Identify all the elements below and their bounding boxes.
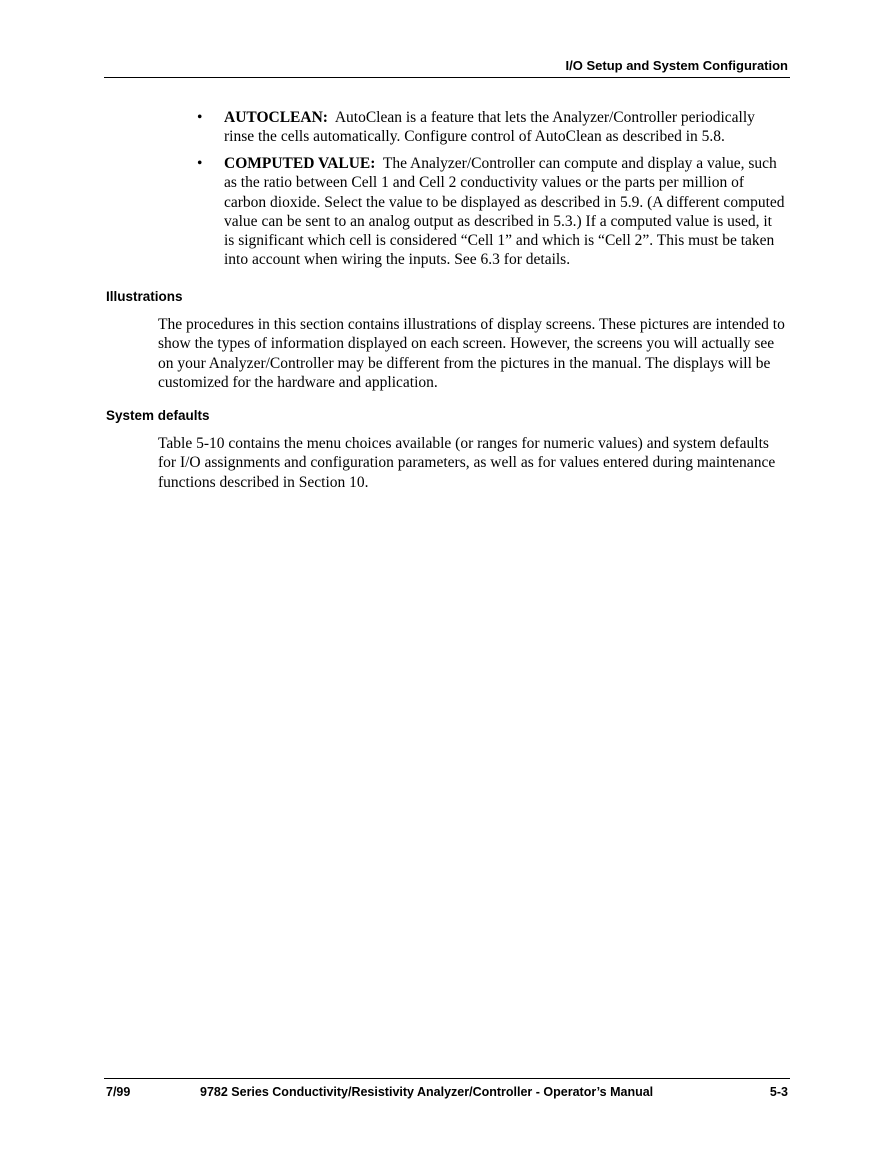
bullet-term: AUTOCLEAN: (224, 109, 328, 126)
section-body-system-defaults: Table 5-10 contains the menu choices available (or ranges for numeric values) and system defaults for I/O assignments and configuration parameters, as well as for values entered during maintenance functions described in Section 10. (158, 435, 776, 491)
bullet-term: COMPUTED VALUE: (224, 155, 376, 172)
footer-title: 9782 Series Conductivity/Resistivity Analyzer/Controller - Operator’s Manual (200, 1085, 654, 1099)
bullet-description: The Analyzer/Controller can compute and display a value, such as the ratio between Cell 1 and Cell 2 conductivity values or the parts per million of carbon dioxide. Select the value to be displayed as described in 5.9. (A different computed value can be sent to an analog output as described in 5.3.) If a computed value is used, it is significant which cell is considered “Cell 1” and which is “Cell 2”. This must be taken into account when wiring the inputs. See 6.3 for details. (224, 155, 785, 269)
bullet-description: AutoClean is a feature that lets the Analyzer/Controller periodically rinse the cells automatically. Configure control of AutoClean as described in 5.8. (224, 109, 755, 146)
page-footer (104, 1078, 790, 1103)
header-title: I/O Setup and System Configuration (565, 58, 788, 73)
bullet-icon: • (197, 109, 203, 126)
page-header (104, 57, 790, 78)
section-heading-illustrations: Illustrations (106, 289, 183, 304)
bullet-text (224, 154, 786, 270)
bullet-text (224, 108, 786, 147)
page-number: 5-3 (769, 1085, 788, 1099)
section-body-illustrations: The procedures in this section contains illustrations of display screens. These pictures are intended to show the types of information displayed on each screen. However, the screens you will actually see on your Analyzer/Controller may be different from the pictures in the manual. The displays will be customized for the hardware and application. (158, 316, 785, 391)
bullet-icon: • (197, 155, 203, 172)
footer-date: 7/99 (106, 1085, 131, 1099)
section-heading-system-defaults: System defaults (106, 408, 210, 423)
